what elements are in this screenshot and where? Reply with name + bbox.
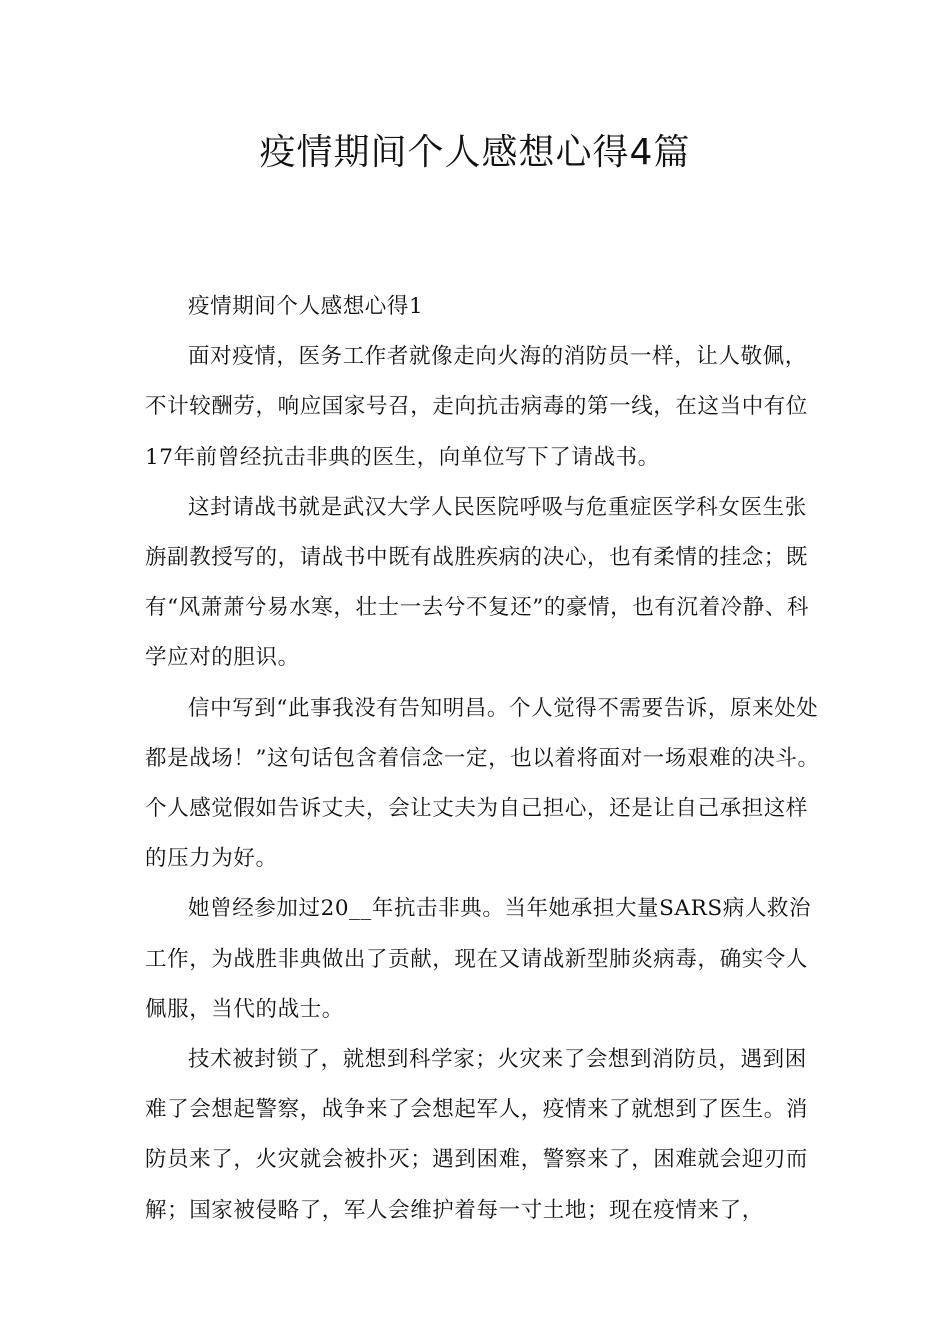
paragraph: 她曾经参加过20__年抗击非典。当年她承担大量SARS病人救治工作，为战胜非典做出了贡献，现在又请战新型肺炎病毒，确实令人佩服，当代的战士。: [145, 896, 812, 1022]
section-heading: 疫情期间个人感想心得1: [188, 294, 424, 319]
paragraph: 这封请战书就是武汉大学人民医院呼吸与危重症医学科女医生张旃副教授写的，请战书中既有战胜疾病的决心，也有柔情的挂念；既有“风萧萧兮易水寒，壮士一去兮不复还”的豪情，也有沉着冷静、科学应对的胆识。: [145, 494, 810, 671]
paragraph: 技术被封锁了，就想到科学家；火灾来了会想到消防员，遇到困难了会想起警察，战争来了会想起军人，疫情来了就想到了医生。消防员来了，火灾就会被扑灭；遇到困难，警察来了，困难就会迎刃而解；国家被侵略了，军人会维护着每一寸土地；现在疫情来了，: [145, 1047, 809, 1223]
paragraph: 面对疫情，医务工作者就像走向火海的消防员一样，让人敬佩，不计较酬劳，响应国家号召，走向抗击病毒的第一线，在这当中有位17年前曾经抗击非典的医生，向单位写下了请战书。: [145, 344, 809, 470]
document-body: [145, 282, 825, 1236]
document-title: 疫情期间个人感想心得4篇: [259, 132, 691, 173]
paragraph: 信中写到“此事我没有告知明昌。个人觉得不需要告诉，原来处处都是战场！”这句话包含着信念一定，也以着将面对一场艰难的决斗。个人感觉假如告诉丈夫，会让丈夫为自己担心，还是让自己承担这样的压力为好。: [145, 695, 820, 872]
